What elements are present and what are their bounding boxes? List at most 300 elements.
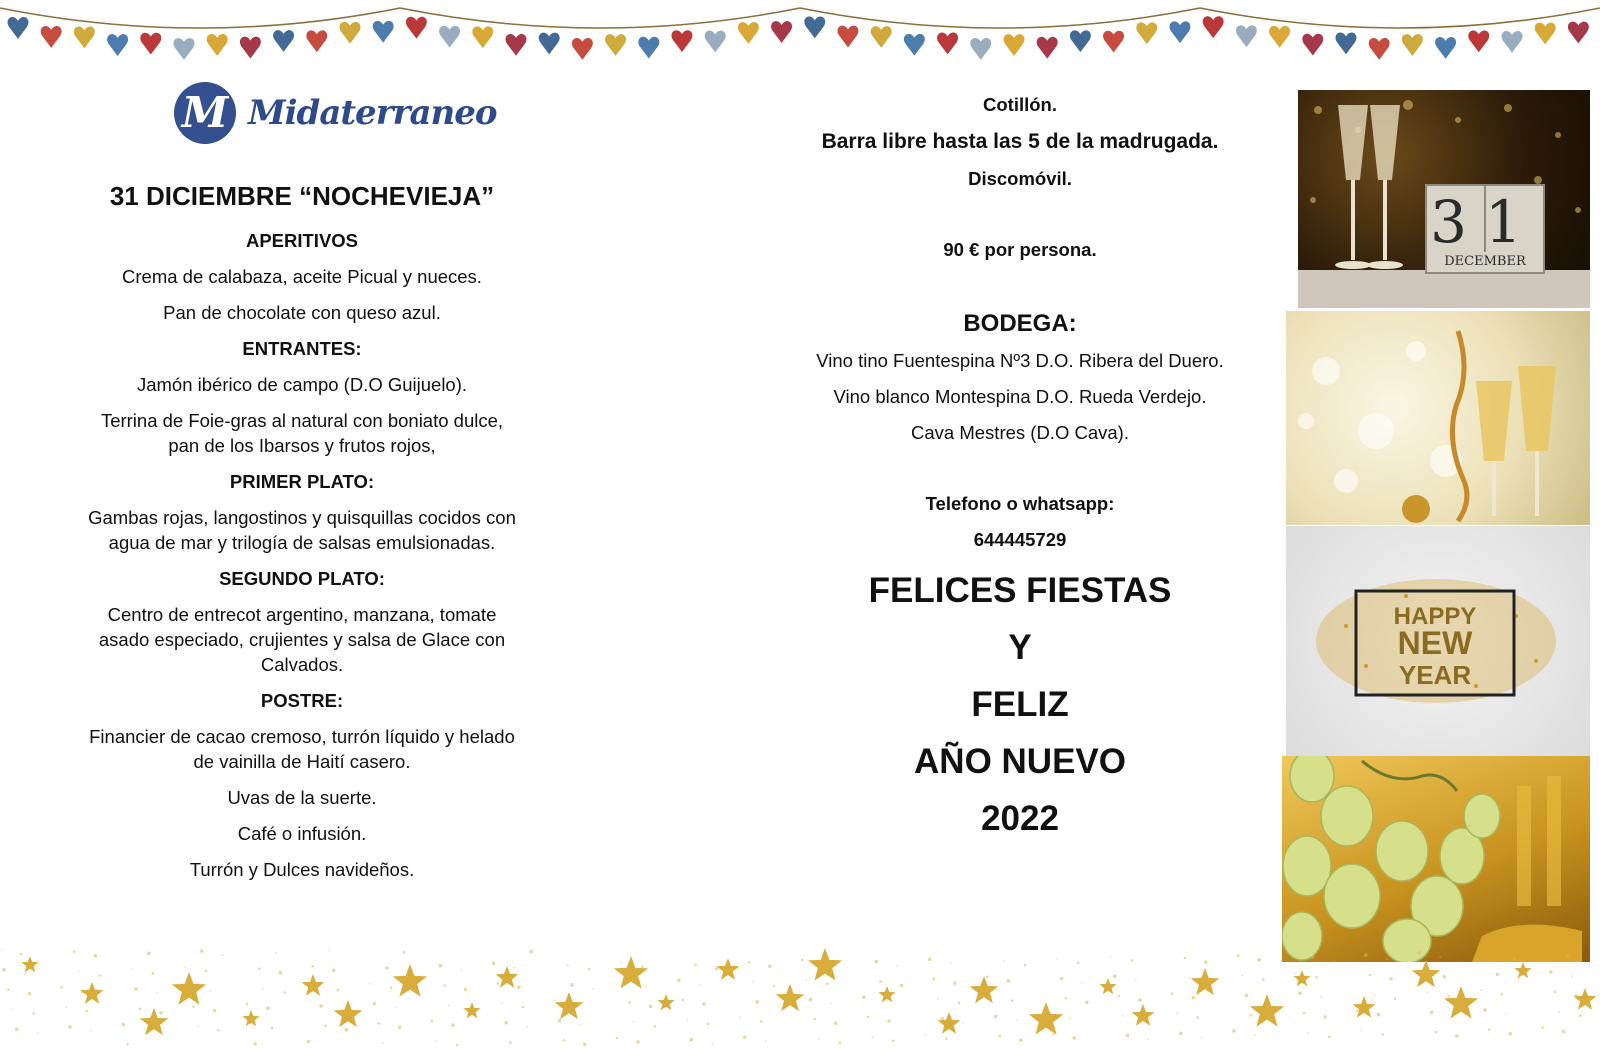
glitter-dot [818,1038,820,1040]
glitter-dot [1069,1017,1071,1019]
glitter-dot [222,954,224,956]
glitter-dot [324,1024,327,1027]
section-heading: SEGUNDO PLATO: [219,568,385,589]
gold-star [1099,978,1116,994]
gold-star [717,958,740,980]
glitter-dot [435,1040,437,1042]
glitter-dot [1254,1034,1256,1036]
price-text: 90 € por persona. [943,239,1097,260]
heart-pennant [140,33,161,55]
gold-star [81,982,104,1004]
glitter-dot [562,1039,565,1042]
heart-pennant [1136,22,1157,44]
glitter-dot [1546,952,1548,954]
svg-text:M: M [181,88,229,137]
glitter-dot [1006,979,1010,983]
glitter-dot [250,1023,252,1025]
glitter-dot [73,950,76,953]
glitter-dot [263,988,265,990]
glitter-dot [1579,1014,1582,1017]
heart-pennant [1103,31,1124,53]
glitter-dot [686,1019,688,1021]
calendar-month: DECEMBER [1444,254,1526,269]
glitter-dot [1110,956,1112,958]
glitter-dot [509,1041,512,1044]
heart-pennant [1170,21,1191,43]
greeting-line: FELICES FIESTAS [868,571,1172,610]
glitter-dot [94,954,98,958]
heart-pennant [904,34,925,56]
glitter-dot [1493,954,1495,956]
glitter-dot [1057,958,1059,960]
glitter-dot [925,1034,927,1036]
glitter-dot [98,974,101,977]
glitter-dot [950,963,952,965]
glitter-dot [748,961,751,964]
glitter-dot [1060,977,1064,981]
menu-section-aperitivos [62,228,542,325]
glitter-dot [1130,959,1133,962]
glitter-dot [1483,1008,1487,1012]
glitter-dot [1496,973,1500,977]
heart-pennant [506,34,527,56]
glitter-dot [702,1002,706,1006]
glitter-dot [1566,955,1569,958]
contact-label: Telefono o whatsapp: [925,493,1115,514]
menu-section-postre [62,688,542,882]
glitter-dot [1394,998,1397,1001]
glitter-dot [517,985,521,989]
greeting [790,562,1250,847]
gold-star [1029,1002,1063,1035]
hny-line-2: NEW [1397,625,1473,661]
glitter-dot [928,958,932,962]
menu-section-primer-plato [62,469,542,555]
glitter-dot [1443,975,1447,979]
gold-star [302,974,325,996]
glitter-dot [1242,975,1244,977]
cotillon-text: Cotillón. [983,94,1057,115]
gold-star [393,964,427,997]
glitter-dot [279,971,283,975]
glitter-dot [1184,957,1187,960]
glitter-dot [461,969,463,971]
heart-pennant [738,22,759,44]
glitter-dot [68,1025,72,1029]
glitter-dot [78,971,80,973]
glitter-dot [813,1018,816,1021]
heart-pennant [74,27,95,49]
glitter-dot [715,967,719,971]
glitter-dot [862,995,866,999]
glitter-dot [492,962,496,966]
glitter-dot [887,1019,891,1023]
greeting-line: Y [1008,628,1032,667]
menu-item: Centro de entrecot argentino, manzana, tomate asado especiado, crujientes y salsa de Glace con Calvados. [98,604,506,675]
glitter-dot [497,982,500,985]
glitter-dot [1377,1013,1381,1017]
menu-column [62,178,542,882]
glitter-dot [12,1009,14,1011]
glitter-dot [616,1037,619,1040]
glitter-dot [271,1027,274,1030]
glitter-dot [592,988,594,990]
menu-section-entrantes [62,336,542,458]
glitter-dot [986,976,989,979]
heart-pennant [406,17,427,39]
menu-item: Financier de cacao cremoso, turrón líquido y helado de vainilla de Haití casero. [89,726,515,772]
glitter-dot [1323,1015,1327,1019]
heart-bunting-decoration [0,0,1600,80]
glitter-dot [1311,956,1315,960]
glitter-dot [1364,953,1368,957]
glitter-dot [431,1020,434,1023]
photo-champagne-calendar [1298,90,1590,308]
glitter-dot [144,1028,146,1030]
glitter-dot [1559,1011,1561,1013]
menu-item: Pan de chocolate con queso azul. [163,302,441,323]
glitter-dot [258,967,261,970]
glitter-dot [1389,977,1393,981]
glitter-dot [65,1006,67,1008]
glitter-dot [1082,982,1084,984]
glitter-dot [526,1026,528,1028]
glitter-dot [897,965,899,967]
glitter-dot [583,1043,587,1047]
heart-pennant [539,33,560,55]
glitter-dot [871,1036,873,1038]
section-heading: ENTRANTES: [242,338,362,359]
glitter-dot [159,1011,163,1015]
gold-star [878,986,895,1002]
gold-star [808,948,842,981]
glitter-dot [530,950,534,954]
glitter-dot [369,983,371,985]
glitter-dot [266,1006,270,1010]
glitter-dot [0,949,1,951]
brand-name: Midaterraneo [248,93,497,133]
glitter-dot [1201,1037,1203,1039]
menu-item: Gambas rojas, langostinos y quisquillas cocidos con agua de mar y trilogía de salsas emulsionadas. [88,507,516,553]
glitter-dot [456,1044,459,1047]
glitter-dot [1016,1020,1018,1022]
glitter-dot [1196,1016,1199,1019]
glitter-dot [403,951,406,954]
glitter-dot [122,1023,126,1027]
menu-title: 31 DICIEMBRE “NOCHEVIEJA” [109,181,495,211]
glitter-dot [760,1020,763,1023]
glitter-dot [1488,1029,1491,1032]
brand-logo [172,80,497,146]
glitter-dot [24,973,26,975]
glitter-dot [377,1022,380,1025]
menu-item: Café o infusión. [237,823,367,844]
glitter-dot [246,1003,249,1006]
glitter-dot [694,963,697,966]
glitter-dot [283,991,286,994]
glitter-dot [1052,1033,1055,1036]
heart-pennant [8,17,29,39]
phone-number: 644445729 [973,529,1067,550]
glitter-dot [15,1027,19,1031]
glitter-dot [1179,1032,1183,1036]
gold-star [938,1012,961,1034]
glitter-dot [20,953,23,956]
open-bar-text: Barra libre hasta las 5 de la madrugada. [821,130,1219,153]
heart-pennant [41,26,62,48]
glitter-dot [311,965,314,968]
glitter-dot [90,1030,92,1032]
gold-star [1191,968,1220,995]
glitter-dot [464,988,468,992]
glitter-dot [879,980,882,983]
glitter-dot [156,992,158,994]
glitter-dot [963,1022,965,1024]
glitter-dot [1148,1039,1150,1041]
glitter-dot [1480,989,1482,991]
heart-pennant [1435,37,1456,59]
glitter-dot [514,967,516,969]
glitter-dot [451,1023,455,1027]
glitter-dot [139,1008,142,1011]
glitter-dot [192,1005,195,1008]
glitter-dot [654,1025,657,1028]
photo-champagne-glasses [1286,311,1590,525]
glitter-dot [740,1017,742,1019]
glitter-dot [628,1001,631,1004]
glitter-dot [385,966,389,970]
wine-item: Vino tino Fuentespina Nº3 D.O. Ribera del Duero. [816,350,1224,371]
glitter-dot [809,998,813,1002]
section-heading: POSTRE: [260,690,344,711]
glitter-dot [641,966,644,969]
glitter-dot [1356,1009,1359,1012]
disco-text: Discomóvil. [968,168,1072,189]
glitter-dot [567,964,569,966]
glitter-dot [806,979,808,981]
glitter-dot [777,1005,779,1007]
glitter-dot [953,981,957,985]
glitter-dot [1257,958,1261,962]
gold-star [334,1000,363,1027]
glitter-dot [752,981,754,983]
glitter-dot [999,1035,1002,1038]
bodega-heading: BODEGA: [963,310,1077,337]
menu-item: Terrina de Foie-gras al natural con boniato dulce, pan de los Ibarsos y frutos rojos, [100,410,504,456]
heart-pennant [937,33,958,55]
heart-pennant [340,22,361,44]
glitter-dot [332,969,336,973]
glitter-dot [646,986,648,988]
glitter-dot [501,1002,503,1004]
glitter-dot [1138,998,1142,1002]
heart-pennant [804,17,825,39]
gold-star [172,972,206,1005]
glitter-dot [707,1023,710,1026]
glitter-dot [1192,996,1196,1000]
glitter-dot [197,1026,199,1028]
gold-stars-decoration [0,945,1600,1048]
heart-pennant [1269,26,1290,48]
calendar-number: 31 [1430,188,1540,256]
menu-item: Uvas de la suerte. [227,787,377,808]
heart-pennant [1037,37,1058,59]
glitter-dot [1237,955,1240,958]
glitter-dot [1135,979,1137,981]
hny-line-3: YEAR [1398,660,1472,690]
glitter-dot [1333,961,1335,963]
glitter-dot [1320,996,1322,998]
glitter-dot [1513,957,1516,960]
gold-star [970,976,999,1003]
glitter-dot [839,1042,842,1045]
heart-pennant [970,38,991,60]
glitter-dot [1455,1034,1459,1038]
heart-pennant [306,30,327,52]
glitter-dot [1295,973,1297,975]
glitter-dot [937,998,939,1000]
glitter-dot [884,1000,886,1002]
glitter-dot [1554,991,1557,994]
glitter-dot [373,1002,377,1006]
heart-pennant [1236,25,1257,47]
glitter-dot [1508,1032,1512,1036]
glitter-dot [37,1032,39,1034]
glitter-dot [86,1010,89,1013]
gold-star [463,1002,480,1018]
hny-line-1: HAPPY [1393,603,1477,630]
glitter-dot [558,1019,562,1023]
glitter-dot [1085,1001,1089,1005]
glitter-dot [7,988,10,991]
glitter-dot [253,1042,257,1046]
heart-pennant [1070,30,1091,52]
glitter-dot [1430,1011,1434,1015]
heart-pennant [174,38,195,60]
glitter-dot [933,978,936,981]
glitter-dot [443,984,446,987]
glitter-dot [390,987,393,990]
heart-pennant [838,26,859,48]
heart-pennant [705,31,726,53]
gold-star [1412,960,1441,987]
glitter-dot [1303,1012,1306,1015]
heart-pennant [1203,16,1224,38]
glitter-dot [275,952,277,954]
glitter-dot [1250,1014,1253,1017]
glitter-dot [1369,974,1372,977]
gold-star [555,992,584,1019]
glitter-dot [620,962,622,964]
glitter-dot [1373,994,1375,996]
glitter-dot [699,984,701,986]
glitter-dot [1562,1030,1566,1034]
glitter-dot [1328,1035,1331,1038]
glitter-dot [690,1038,694,1042]
greeting-line: FELIZ [971,685,1069,724]
glitter-dot [1298,991,1302,995]
glitter-dot [831,1003,833,1005]
glitter-dot [765,1041,767,1043]
gold-star [1574,988,1597,1010]
gold-star [1293,970,1310,986]
glitter-dot [152,972,155,975]
glitter-dot [126,1043,129,1046]
heart-pennant [1369,38,1390,60]
menu-item: Crema de calabaza, aceite Picual y nueces. [122,266,482,287]
glitter-dot [147,952,151,956]
glitter-dot [307,1040,311,1044]
glitter-dot [1188,977,1190,979]
glitter-dot [217,1029,220,1032]
glitter-dot [1571,975,1573,977]
glitter-dot [1386,958,1388,960]
glitter-dot [184,966,186,968]
gold-star [1444,986,1478,1019]
heart-pennant [107,34,128,56]
glitter-dot [382,1042,384,1044]
glitter-dot [773,985,776,988]
glitter-dot [826,982,829,985]
glitter-dot [945,1037,948,1040]
heart-pennant [207,34,228,56]
heart-pennant [1535,23,1556,45]
glitter-dot [337,989,340,992]
glitter-dot [1072,1036,1076,1040]
glitter-dot [1232,1029,1236,1033]
glitter-dot [345,1028,349,1032]
glitter-dot [555,1000,557,1002]
wine-item: Cava Mestres (D.O Cava). [911,422,1129,443]
glitter-dot [200,949,204,953]
gold-star [21,956,38,972]
glitter-dot [712,1043,714,1045]
gold-star [614,956,648,989]
glitter-dot [867,1016,870,1019]
gold-star [1514,962,1531,978]
glitter-dot [1541,1026,1544,1029]
glitter-dot [1439,956,1441,958]
gold-star [1132,1004,1155,1026]
brand-m-icon [172,80,238,146]
heart-pennant [1302,34,1323,56]
menu-item: Turrón y Dulces navideños. [189,859,415,880]
glitter-dot [1361,1030,1363,1032]
glitter-dot [1126,1034,1130,1038]
glitter-dot [649,1005,653,1009]
glitter-dot [439,964,443,968]
photo-happy-new-year [1286,526,1590,756]
glitter-dot [1381,1033,1384,1036]
heart-pennant [373,21,394,43]
glitter-dot [1122,1015,1124,1017]
glitter-dot [1113,974,1117,978]
glitter-dot [329,950,331,952]
glitter-dot [570,983,574,987]
glitter-dot [580,1024,582,1026]
glitter-dot [504,1021,508,1025]
glitter-dot [398,1026,402,1030]
info-column [790,92,1250,847]
gold-star [1353,996,1376,1018]
heart-pennant [871,26,892,48]
glitter-dot [875,960,879,964]
glitter-dot [1176,1013,1178,1015]
glitter-dot [32,1012,35,1015]
glitter-dot [677,979,681,983]
gold-star [496,966,519,988]
glitter-dot [958,1002,961,1005]
